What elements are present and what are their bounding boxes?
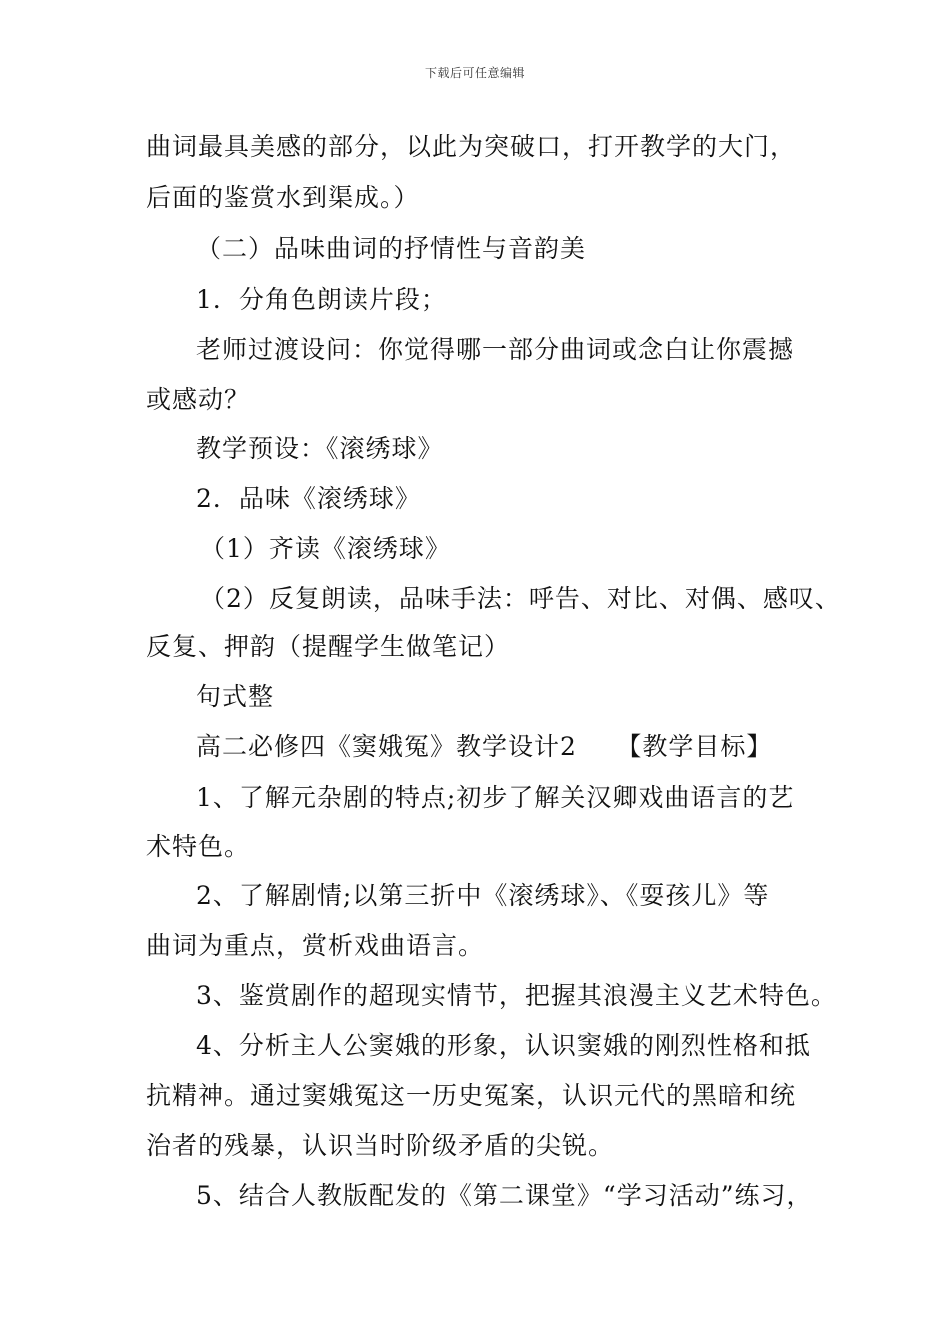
text-line: 或感动？ <box>146 385 251 414</box>
page-header: 下载后可任意编辑 <box>424 66 525 80</box>
text-line: 术特色。 <box>146 832 251 861</box>
text-line: 后面的鉴赏水到渠成。） <box>146 183 420 212</box>
text-line: 2．品味《滚绣球》 <box>196 484 421 513</box>
text-line: 5、结合人教版配发的《第二课堂》“学习活动”练习， <box>196 1181 813 1210</box>
text-line: 教学预设：《滚绣球》 <box>196 434 444 463</box>
section-heading: （二）品味曲词的抒情性与音韵美 <box>196 234 587 263</box>
text-line: 句式整 <box>196 682 275 711</box>
text-line: 3、鉴赏剧作的超现实情节，把握其浪漫主义艺术特色。 <box>196 981 837 1010</box>
text-line: 曲词为重点，赏析戏曲语言。 <box>146 931 485 960</box>
text-line: 抗精神。通过窦娥冤这一历史冤案，认识元代的黑暗和统 <box>146 1081 797 1110</box>
text-line: 1、了解元杂剧的特点;初步了解关汉卿戏曲语言的艺 <box>196 783 795 812</box>
text-line: 治者的残暴，认识当时阶级矛盾的尖锐。 <box>146 1131 615 1160</box>
text-line: 1．分角色朗读片段； <box>196 285 447 314</box>
text-line: （1）齐读《滚绣球》 <box>200 534 451 563</box>
text-line: 2、了解剧情;以第三折中《滚绣球》、《耍孩儿》等 <box>196 881 770 910</box>
text-line: 老师过渡设问：你觉得哪一部分曲词或念白让你震撼 <box>196 335 795 364</box>
text-line: 反复、押韵（提醒学生做笔记） <box>146 632 511 661</box>
text-line: 曲词最具美感的部分，以此为突破口，打开教学的大门， <box>146 132 797 161</box>
document-title: 高二必修四《窦娥冤》教学设计2 【教学目标】 <box>196 732 773 761</box>
text-line: （2）反复朗读，品味手法：呼告、对比、对偶、感叹、 <box>200 584 841 613</box>
text-line: 4、分析主人公窦娥的形象，认识窦娥的刚烈性格和抵 <box>196 1031 811 1060</box>
